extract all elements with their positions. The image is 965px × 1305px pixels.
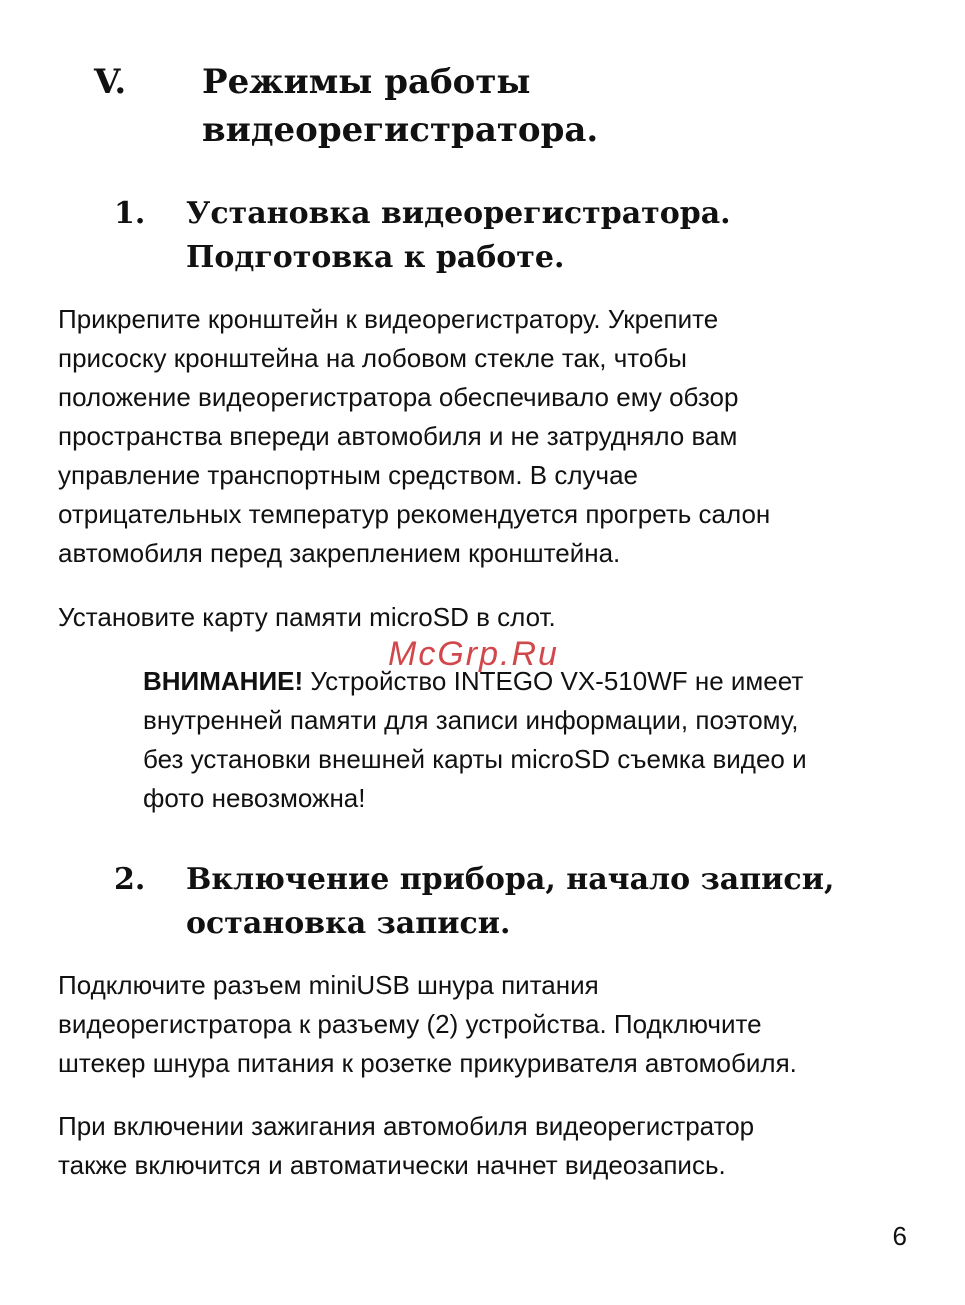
note-line: внутренней памяти для записи информации, поэтому, [143,705,799,735]
paragraph-line: Подключите разъем miniUSB шнура питания [58,970,599,1000]
paragraph-power-connection [58,966,938,1083]
paragraph-line: автомобиля перед закреплением кронштейна. [58,538,621,568]
subsection-2-number: 2. [114,862,146,897]
paragraph-mounting [58,300,938,573]
note-line: фото невозможна! [143,783,366,813]
section-title-line: видеорегистратора. [202,110,599,150]
paragraph-line: также включится и автоматически начнет видеозапись. [58,1150,726,1180]
paragraph-auto-start [58,1107,938,1185]
subsection-title-line: Подготовка к работе. [186,240,565,275]
subsection-2-title [186,858,926,946]
section-number: V. [94,62,127,102]
note-line: без установки внешней карты microSD съемка видео и [143,744,807,774]
subsection-title-line: Установка видеорегистратора. [186,196,731,231]
note-label: ВНИМАНИЕ! [143,666,304,696]
note-line [143,662,943,701]
subsection-1-title [186,192,926,280]
paragraph-line: положение видеорегистратора обеспечивало ему обзор [58,382,739,412]
paragraph-line: управление транспортным средством. В случае [58,460,639,490]
paragraph-line: видеорегистратора к разъему (2) устройства. Подключите [58,1009,762,1039]
subsection-1-number: 1. [114,196,146,231]
note-text: Устройство INTEGO VX-510WF не имеет [303,666,804,696]
paragraph-line: отрицательных температур рекомендуется прогреть салон [58,499,771,529]
subsection-title-line: Включение прибора, начало записи, [186,862,835,897]
paragraph-line: пространства впереди автомобиля и не затрудняло вам [58,421,738,451]
paragraph-line: штекер шнура питания к розетке прикуривателя автомобиля. [58,1048,797,1078]
paragraph-line: При включении зажигания автомобиля видеорегистратор [58,1111,755,1141]
paragraph-line: Прикрепите кронштейн к видеорегистратору. Укрепите [58,304,719,334]
paragraph-memory-card: Установите карту памяти microSD в слот. [58,602,556,632]
watermark-text: McGrp.Ru [388,635,559,673]
section-title [202,58,902,154]
page-number: 6 [892,1221,907,1251]
attention-note [143,662,943,818]
section-title-line: Режимы работы [202,62,531,102]
paragraph-line: присоску кронштейна на лобовом стекле так, чтобы [58,343,687,373]
subsection-title-line: остановка записи. [186,906,511,941]
